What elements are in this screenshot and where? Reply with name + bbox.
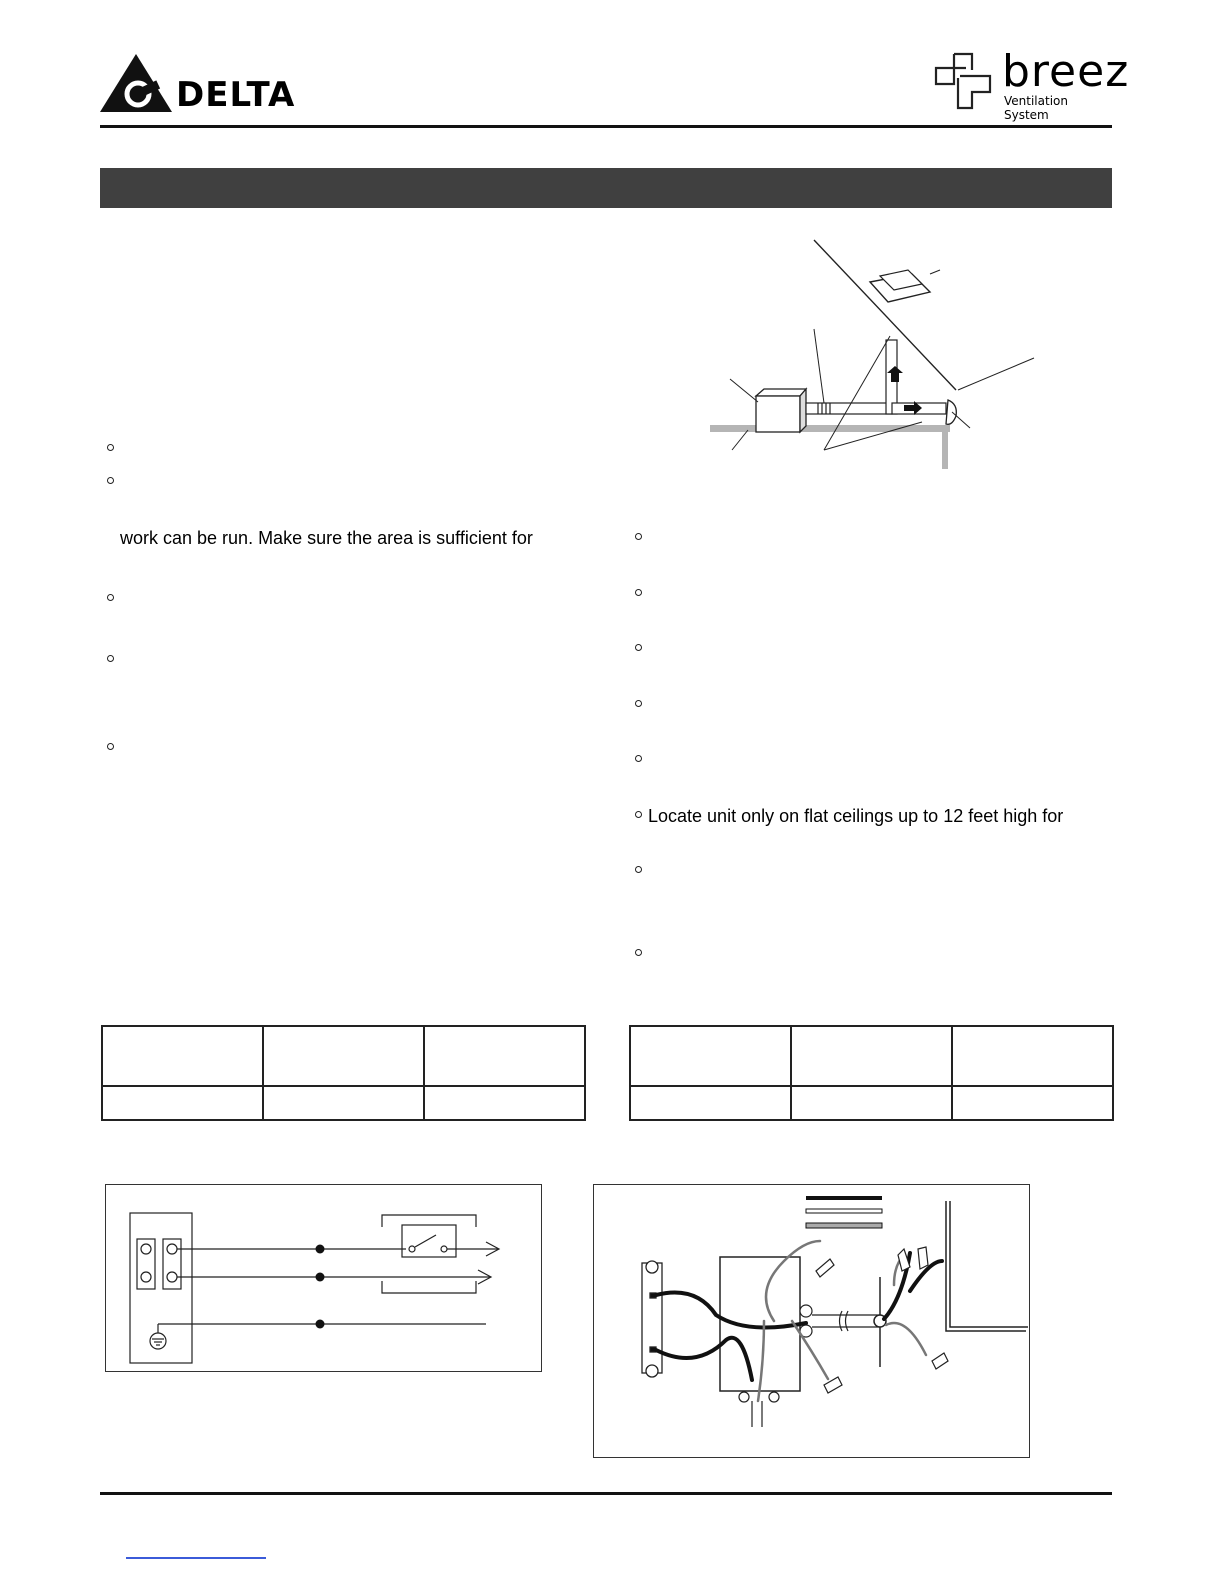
table-cell [424,1026,585,1086]
wall-cap [946,400,956,424]
table-cell [263,1026,424,1086]
wiring-diagram [594,1185,1031,1459]
table-cell [102,1026,263,1086]
table-cell [102,1086,263,1120]
right-bullet-7 [635,866,642,873]
wiring-schematic [106,1185,543,1373]
fan-housing [874,1201,1028,1367]
table-cell [424,1086,585,1120]
ceiling-joist [710,425,950,432]
table-cell [630,1026,791,1086]
right-bullet-8 [635,949,642,956]
table-header-row [102,1026,585,1086]
table-cell [952,1086,1113,1120]
wire-legend [806,1198,882,1228]
left-spec-table [101,1025,586,1121]
roof-line [814,240,956,390]
right-spec-table [629,1025,1114,1121]
breez-interlocking-squares-logo-icon [932,50,1000,112]
right-bullet-6 [635,811,642,818]
right-bullet-5 [635,755,642,762]
breez-logo [932,46,1130,122]
breez-wordmark: breez [1002,46,1130,97]
wiring-schematic-box [105,1184,542,1372]
switch-icon [402,1225,456,1257]
table-row [102,1086,585,1120]
terminal-block [130,1213,192,1363]
table-row [630,1086,1113,1120]
right-text-line: Locate unit only on flat ceilings up to 12 feet high for [648,806,1064,826]
left-bullet-5 [107,743,114,750]
table-header-row [630,1026,1113,1086]
footer-link-underline[interactable] [126,1557,266,1559]
table-cell [263,1086,424,1120]
right-bullet-3 [635,644,642,651]
wall-stud [942,425,948,469]
section-title-bar [100,168,1112,208]
table-cell [630,1086,791,1120]
fan-unit [756,389,806,432]
table-cell [791,1086,952,1120]
left-bullet-2 [107,477,114,484]
wall-switch [642,1261,662,1377]
duct [806,340,946,414]
header-rule [100,125,1112,128]
delta-logo [100,52,296,115]
installation-diagram [700,232,1060,477]
footer-rule [100,1492,1112,1495]
right-bullet-4 [635,700,642,707]
left-bullet-4 [107,655,114,662]
left-text-line: work can be run. Make sure the area is sufficient for [120,528,533,548]
wiring-diagram-box [593,1184,1030,1458]
right-bullet-1 [635,533,642,540]
left-bullet-3 [107,594,114,601]
ground-icon [150,1333,166,1349]
delta-triangle-logo-icon [100,52,178,114]
table-cell [952,1026,1113,1086]
delta-wordmark: DELTA [176,75,296,115]
left-bullet-1 [107,444,114,451]
breez-tagline: Ventilation System [1004,94,1068,122]
roof-cap [870,270,940,302]
table-cell [791,1026,952,1086]
switch-bracket [382,1215,476,1293]
right-bullet-2 [635,589,642,596]
